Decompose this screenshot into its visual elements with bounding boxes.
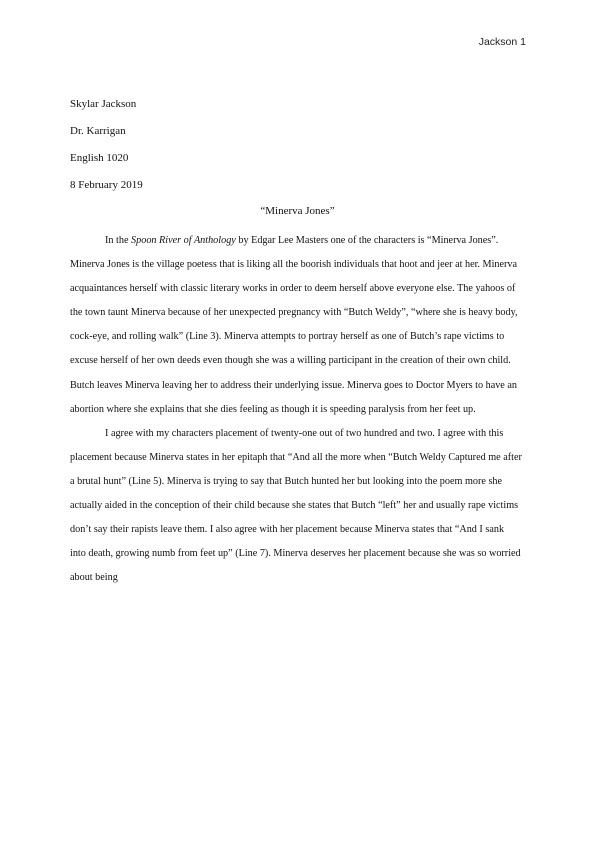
running-head: Jackson 1	[478, 36, 526, 48]
course-name: English 1020	[70, 152, 129, 164]
paragraph-1-text: by Edgar Lee Masters one of the characters is “Minerva Jones”. Minerva Jones is the village poetess that is liking all the boorish individuals that hoot and jeer at her. Minerva acquaintances herself with classic literary works in order to deem herself above everyone else. The yahoos of the town taunt Minerva because of her unexpected pregnancy with “Butch Weldy”, “where she is heavy body, cock-eye, and rolling walk” (Line 3). Minerva attempts to portray herself as one of Butch’s rape victims to excuse herself of her own deeds even though she was a willing participant in the creation of their own child. Butch leaves Minerva leaving her to address their underlying issue. Minerva goes to Doctor Myers to have an abortion where she explains that she dies feeling as though it is speeding paralysis from her feet up.	[70, 235, 518, 415]
essay-title: “Minerva Jones”	[260, 205, 335, 217]
paragraph-1	[70, 229, 522, 422]
instructor-name: Dr. Karrigan	[70, 125, 126, 137]
book-title: Spoon River of Anthology	[131, 235, 236, 246]
essay-date: 8 February 2019	[70, 179, 143, 191]
essay-body	[70, 229, 522, 590]
paragraph-1-intro: In the	[105, 235, 132, 246]
paragraph-2: I agree with my characters placement of twenty-one out of two hundred and two. I agree with this placement because Minerva states in her epitaph that “And all the more when “Butch Weldy Captured me after a brutal hunt” (Line 5). Minerva is trying to say that Butch hunted her but looking into the poem more she actually aided in the conception of their child because she states that Butch “left” her and usually rape victims don’t say their rapists leave them. I also agree with her placement because Minerva states that “And I sank into death, growing numb from feet up” (Line 7). Minerva deserves her placement because she was so worried about being	[70, 427, 522, 584]
student-name: Skylar Jackson	[70, 98, 137, 110]
